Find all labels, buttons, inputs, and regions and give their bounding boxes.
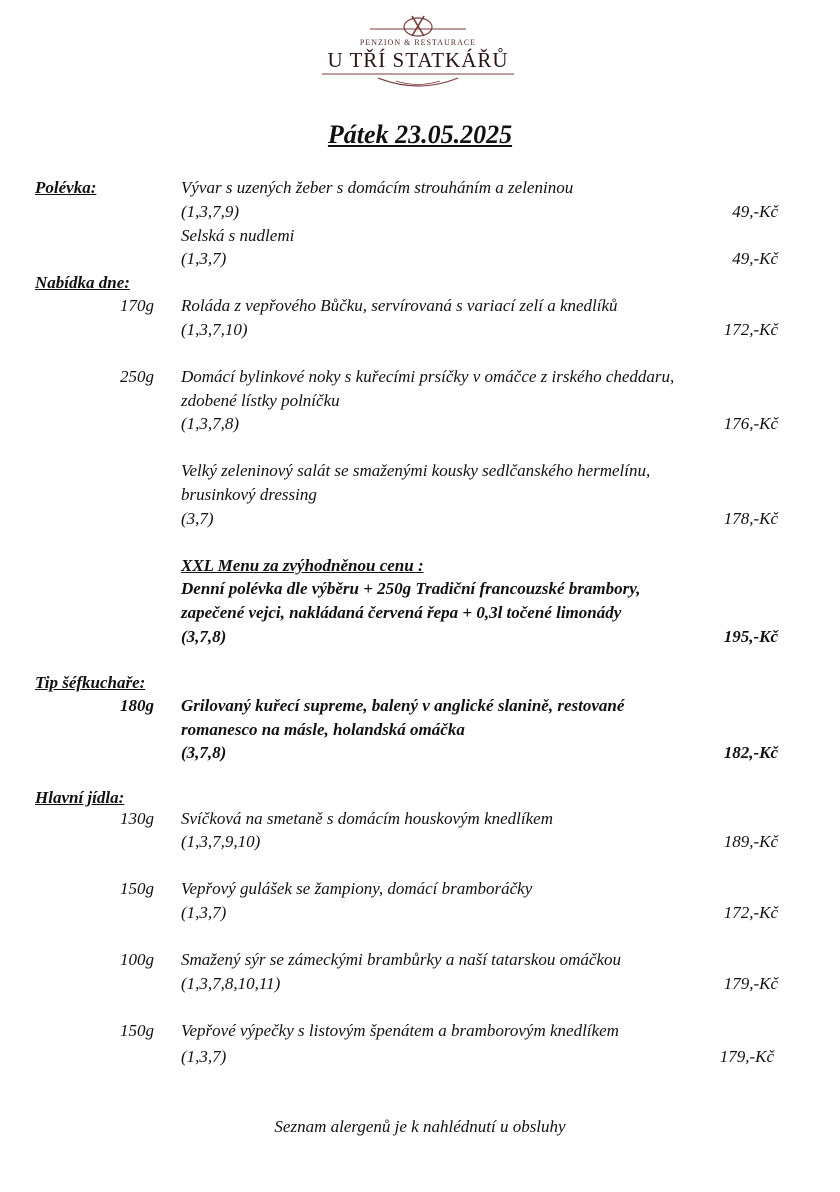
- daily-item-3-allergens: (3,7): [181, 509, 214, 528]
- main-item-1-name: Svíčková na smetaně s domácím houskovým knedlíkem: [181, 809, 553, 828]
- xxl-menu-line-1: Denní polévka dle výběru + 250g Tradiční francouzské brambory,: [181, 579, 641, 598]
- main-item-4-price: 179,-Kč: [719, 1047, 774, 1066]
- chef-item-allergens: (3,7,8): [181, 743, 227, 762]
- daily-item-3-price: 178,-Kč: [723, 509, 778, 528]
- main-item-3-weight: 100g: [120, 950, 154, 969]
- chef-item-name-line-2: romanesco na másle, holandská omáčka: [181, 720, 465, 739]
- page-title: Pátek 23.05.2025: [327, 120, 513, 149]
- main-item-2-name: Vepřový gulášek se žampiony, domácí bramboráčky: [181, 879, 533, 898]
- soup-item-2-name: Selská s nudlemi: [181, 226, 295, 245]
- section-heading-chef: Tip šéfkuchaře:: [35, 673, 146, 692]
- soup-item-2-allergens: (1,3,7): [181, 249, 227, 268]
- main-item-3-name: Smažený sýr se zámeckými brambůrky a naší tatarskou omáčkou: [181, 950, 622, 969]
- chef-item-name-line-1: Grilovaný kuřecí supreme, balený v anglické slanině, restované: [181, 696, 625, 715]
- soup-item-2-price: 49,-Kč: [732, 249, 778, 268]
- daily-item-1-name: Roláda z vepřového Bůčku, servírovaná s variací zelí a knedlíků: [181, 296, 618, 315]
- section-heading-main: Hlavní jídla:: [35, 788, 125, 807]
- soup-item-1-name: Vývar s uzených žeber s domácím strouháním a zeleninou: [181, 178, 574, 197]
- allergen-note: Seznam alergenů je k nahlédnutí u obsluhy: [274, 1117, 566, 1136]
- main-item-3-price: 179,-Kč: [723, 974, 778, 993]
- restaurant-logo: [318, 8, 518, 92]
- main-item-2-price: 172,-Kč: [723, 903, 778, 922]
- soup-item-1-price: 49,-Kč: [732, 202, 778, 221]
- chef-item-price: 182,-Kč: [723, 743, 778, 762]
- daily-item-3-name-line-2: brusinkový dressing: [181, 485, 317, 504]
- logo-name: U TŘÍ STATKÁŘŮ: [327, 48, 509, 72]
- section-heading-daily: Nabídka dne:: [35, 273, 130, 292]
- soup-item-1-allergens: (1,3,7,9): [181, 202, 240, 221]
- main-item-2-weight: 150g: [120, 879, 154, 898]
- logo-subtitle: PENZION & RESTAURACE: [359, 38, 477, 47]
- daily-item-2-allergens: (1,3,7,8): [181, 414, 240, 433]
- daily-item-2-weight: 250g: [120, 367, 154, 386]
- main-item-4-allergens: (1,3,7): [181, 1047, 227, 1066]
- xxl-menu-allergens: (3,7,8): [181, 627, 227, 646]
- chef-item-weight: 180g: [120, 696, 154, 715]
- section-heading-soup: Polévka:: [35, 178, 97, 197]
- daily-item-1-price: 172,-Kč: [723, 320, 778, 339]
- main-item-4-weight: 150g: [120, 1021, 154, 1040]
- daily-item-3-name-line-1: Velký zeleninový salát se smaženými kousky sedlčanského hermelínu,: [181, 461, 651, 480]
- main-item-2-allergens: (1,3,7): [181, 903, 227, 922]
- main-item-1-price: 189,-Kč: [723, 832, 778, 851]
- xxl-menu-heading: XXL Menu za zvýhodněnou cenu :: [181, 556, 424, 575]
- main-item-3-allergens: (1,3,7,8,10,11): [181, 974, 281, 993]
- main-item-1-weight: 130g: [120, 809, 154, 828]
- daily-item-1-allergens: (1,3,7,10): [181, 320, 248, 339]
- main-item-1-allergens: (1,3,7,9,10): [181, 832, 261, 851]
- daily-item-1-weight: 170g: [120, 296, 154, 315]
- xxl-menu-line-2: zapečené vejci, nakládaná červená řepa + 0,3l točené limonády: [181, 603, 622, 622]
- daily-item-2-price: 176,-Kč: [723, 414, 778, 433]
- daily-item-2-name-line-1: Domácí bylinkové noky s kuřecími prsíčky v omáčce z irského cheddaru,: [181, 367, 675, 386]
- daily-item-2-name-line-2: zdobené lístky polníčku: [181, 391, 340, 410]
- xxl-menu-price: 195,-Kč: [723, 627, 778, 646]
- main-item-4-name: Vepřové výpečky s listovým špenátem a bramborovým knedlíkem: [181, 1021, 619, 1040]
